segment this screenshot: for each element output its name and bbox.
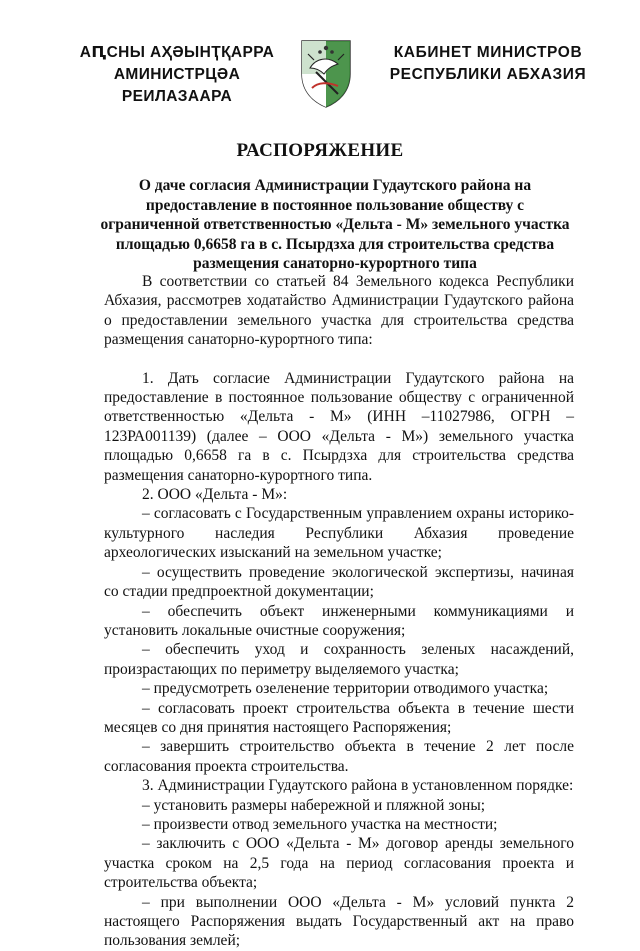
clause-2-item: – согласовать проект строительства объекта в течение шести месяцев со дня принятия настоящего Распоряжения; [104,699,574,736]
paragraph-gap [104,350,574,369]
header-left-block [62,42,292,108]
clause-3-item: – установить размеры набережной и пляжной зоны; [142,796,486,814]
document-header [0,38,640,118]
document-body [104,272,574,951]
clause-3-heading: 3. Администрации Гудаутского района в установленном порядке: [142,777,574,795]
clause-3-item: – при выполнении ООО «Дельта - М» условий пункта 2 настоящего Распоряжения выдать Государственный акт на право пользования землей; [104,893,574,950]
clause-2-item: – завершить строительство объекта в течение 2 лет после согласования проекта строительства. [104,738,574,775]
header-russian-line1: КАБИНЕТ МИНИСТРОВ [393,44,583,61]
clause-2-item: – осуществить проведение экологической экспертизы, начиная со стадии предпроектной документации; [104,563,574,601]
clause-2-item: – обеспечить уход и сохранность зеленых насаждений, произрастающих по периметру выделяемого участка; [104,641,574,678]
document-title: РАСПОРЯЖЕНИЕ [236,140,404,161]
header-right-block [378,42,598,86]
clause-2-item: – предусмотреть озеленение территории отводимого участка; [142,680,549,698]
preamble: В соответствии со статьей 84 Земельного кодекса Республики Абхазия, рассмотрев ходатайство Администрации Гудаутского района о предоставлении земельного участка для строительства средства размещения санаторно-курортного типа: [104,273,574,349]
clause-3-item: – произвести отвод земельного участка на местности; [142,815,498,833]
coat-of-arms-icon [298,38,354,110]
header-abkhaz-line2: АМИНИСТРЦӘА РЕИЛАЗААРА [113,66,241,105]
clause-2-item: – согласовать с Государственным управлением охраны историко-культурного наследия Республики Абхазия проведение археологических изысканий на земельном участке; [104,505,574,562]
clause-2-heading: 2. ООО «Дельта - М»: [142,486,288,504]
clause-3-item: – заключить с ООО «Дельта - М» договор аренды земельного участка сроком на 2,5 года на период согласования проекта и строительства объекта; [104,835,574,892]
document-subject: О даче согласия Администрации Гудаутского района на предоставление в постоянное пользование обществу с ограниченной ответственностью «Дельта - М» земельного участка площадью 0,6658 га в с. Псырдзха для строительства средства размещения санаторно-курортного типа [100,177,570,272]
clause-1: 1. Дать согласие Администрации Гудаутского района на предоставление в постоянное пользование обществу с ограниченной ответственностью «Дельта - М» (ИНН –11027986, ОГРН – 123РА001139) (далее – ООО «Дельта - М») земельного участка площадью 0,6658 га в с. Псырдзха для строительства средства размещения санаторно-курортного типа. [104,369,574,484]
header-abkhaz-line1: АԤСНЫ АҲӘЫНҬҚАРРА [79,44,275,61]
clause-2-item: – обеспечить объект инженерными коммуникациями и установить локальные очистные сооружения; [104,602,574,639]
header-russian-line2: РЕСПУБЛИКИ АБХАЗИЯ [389,66,587,83]
